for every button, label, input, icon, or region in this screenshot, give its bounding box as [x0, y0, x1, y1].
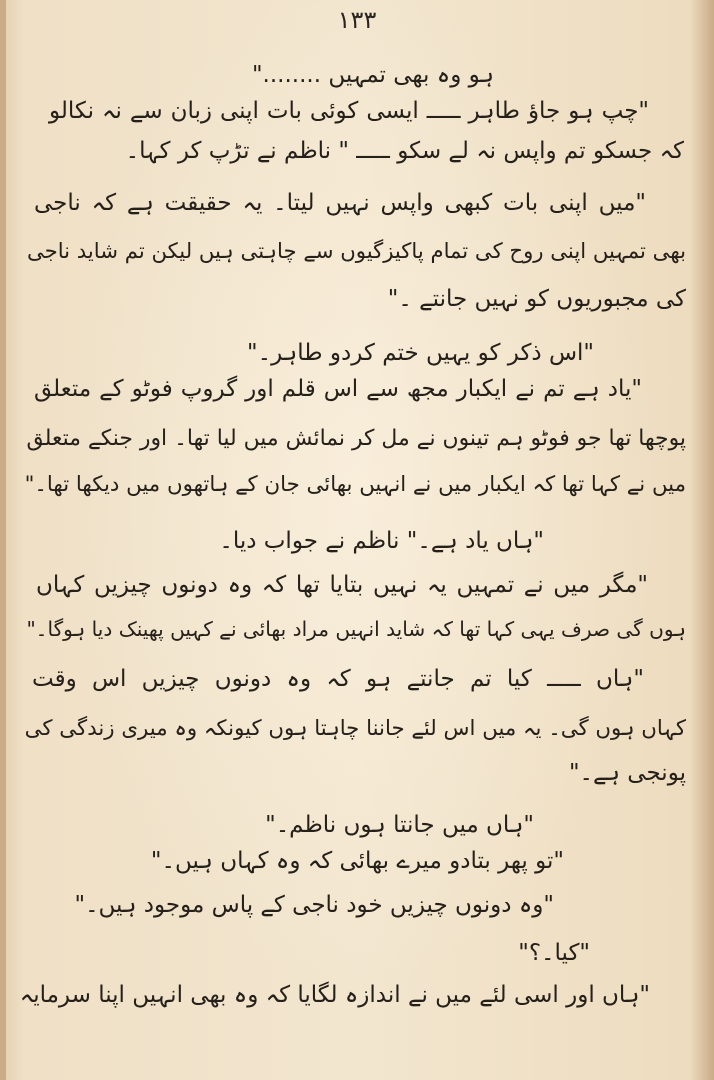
text-line: "ہاں میں جانتا ہوں ناظم۔"	[265, 812, 534, 838]
text-line: ہو وہ بھی تمہیں ........"	[251, 62, 494, 88]
text-line: "کیا۔؟"	[518, 940, 590, 966]
page-number: ۱۳۳	[337, 6, 377, 34]
text-line: ہوں گی صرف یہی کہا تھا کہ شاید انہیں مراد بھائی نے کہیں پھینک دیا ہوگا۔"	[26, 617, 686, 641]
text-line: "چپ ہو جاؤ طاہر ـــــ ایسی کوئی بات اپنی زبان سے نہ نکالو	[49, 98, 649, 124]
text-line: "ہاں یاد ہے۔" ناظم نے جواب دیا۔	[219, 528, 544, 554]
text-line: میں نے کہا تھا کہ ایکبار میں نے انہیں بھائی جان کے ہاتھوں میں دیکھا تھا۔"	[24, 472, 686, 497]
text-line: کہ جسکو تم واپس نہ لے سکو ـــــ " ناظم نے تڑپ کر کہا۔	[125, 138, 684, 164]
text-line: "اس ذکر کو یہیں ختم کردو طاہر۔"	[247, 340, 594, 366]
text-line: پوچھا تھا جو فوٹو ہم تینوں نے مل کر نمائش میں لیا تھا۔ اور جنکے متعلق	[26, 426, 686, 451]
text-line: "وہ دونوں چیزیں خود ناجی کے پاس موجود ہیں۔"	[74, 892, 554, 918]
text-line: "میں اپنی بات کبھی واپس نہیں لیتا۔ یہ حقیقت ہے کہ ناجی	[34, 190, 646, 216]
text-line: "یاد ہے تم نے ایکبار مجھ سے اس قلم اور گروپ فوٹو کے متعلق	[34, 376, 642, 402]
text-line: کی مجبوریوں کو نہیں جانتے ۔"	[387, 286, 686, 312]
text-line: "ہاں اور اسی لئے میں نے اندازہ لگایا کہ وہ بھی انہیں اپنا سرمایہ	[19, 982, 650, 1008]
text-line: "تو پھر بتادو میرے بھائی کہ وہ کہاں ہیں۔"	[150, 848, 564, 874]
text-line: "مگر میں نے تمہیں یہ نہیں بتایا تھا کہ وہ دونوں چیزیں کہاں	[36, 572, 648, 598]
text-line: "ہاں ـــــ کیا تم جانتے ہو کہ وہ دونوں چیزیں اس وقت	[32, 666, 644, 692]
text-line: پونجی ہے۔"	[568, 760, 686, 786]
text-line: کہاں ہوں گی۔ یہ میں اس لئے جاننا چاہتا ہوں کیونکہ وہ میری زندگی کی	[24, 716, 686, 741]
text-line: بھی تمہیں اپنی روح کی تمام پاکیزگیوں سے چاہتی ہیں لیکن تم شاید ناجی	[26, 238, 686, 263]
